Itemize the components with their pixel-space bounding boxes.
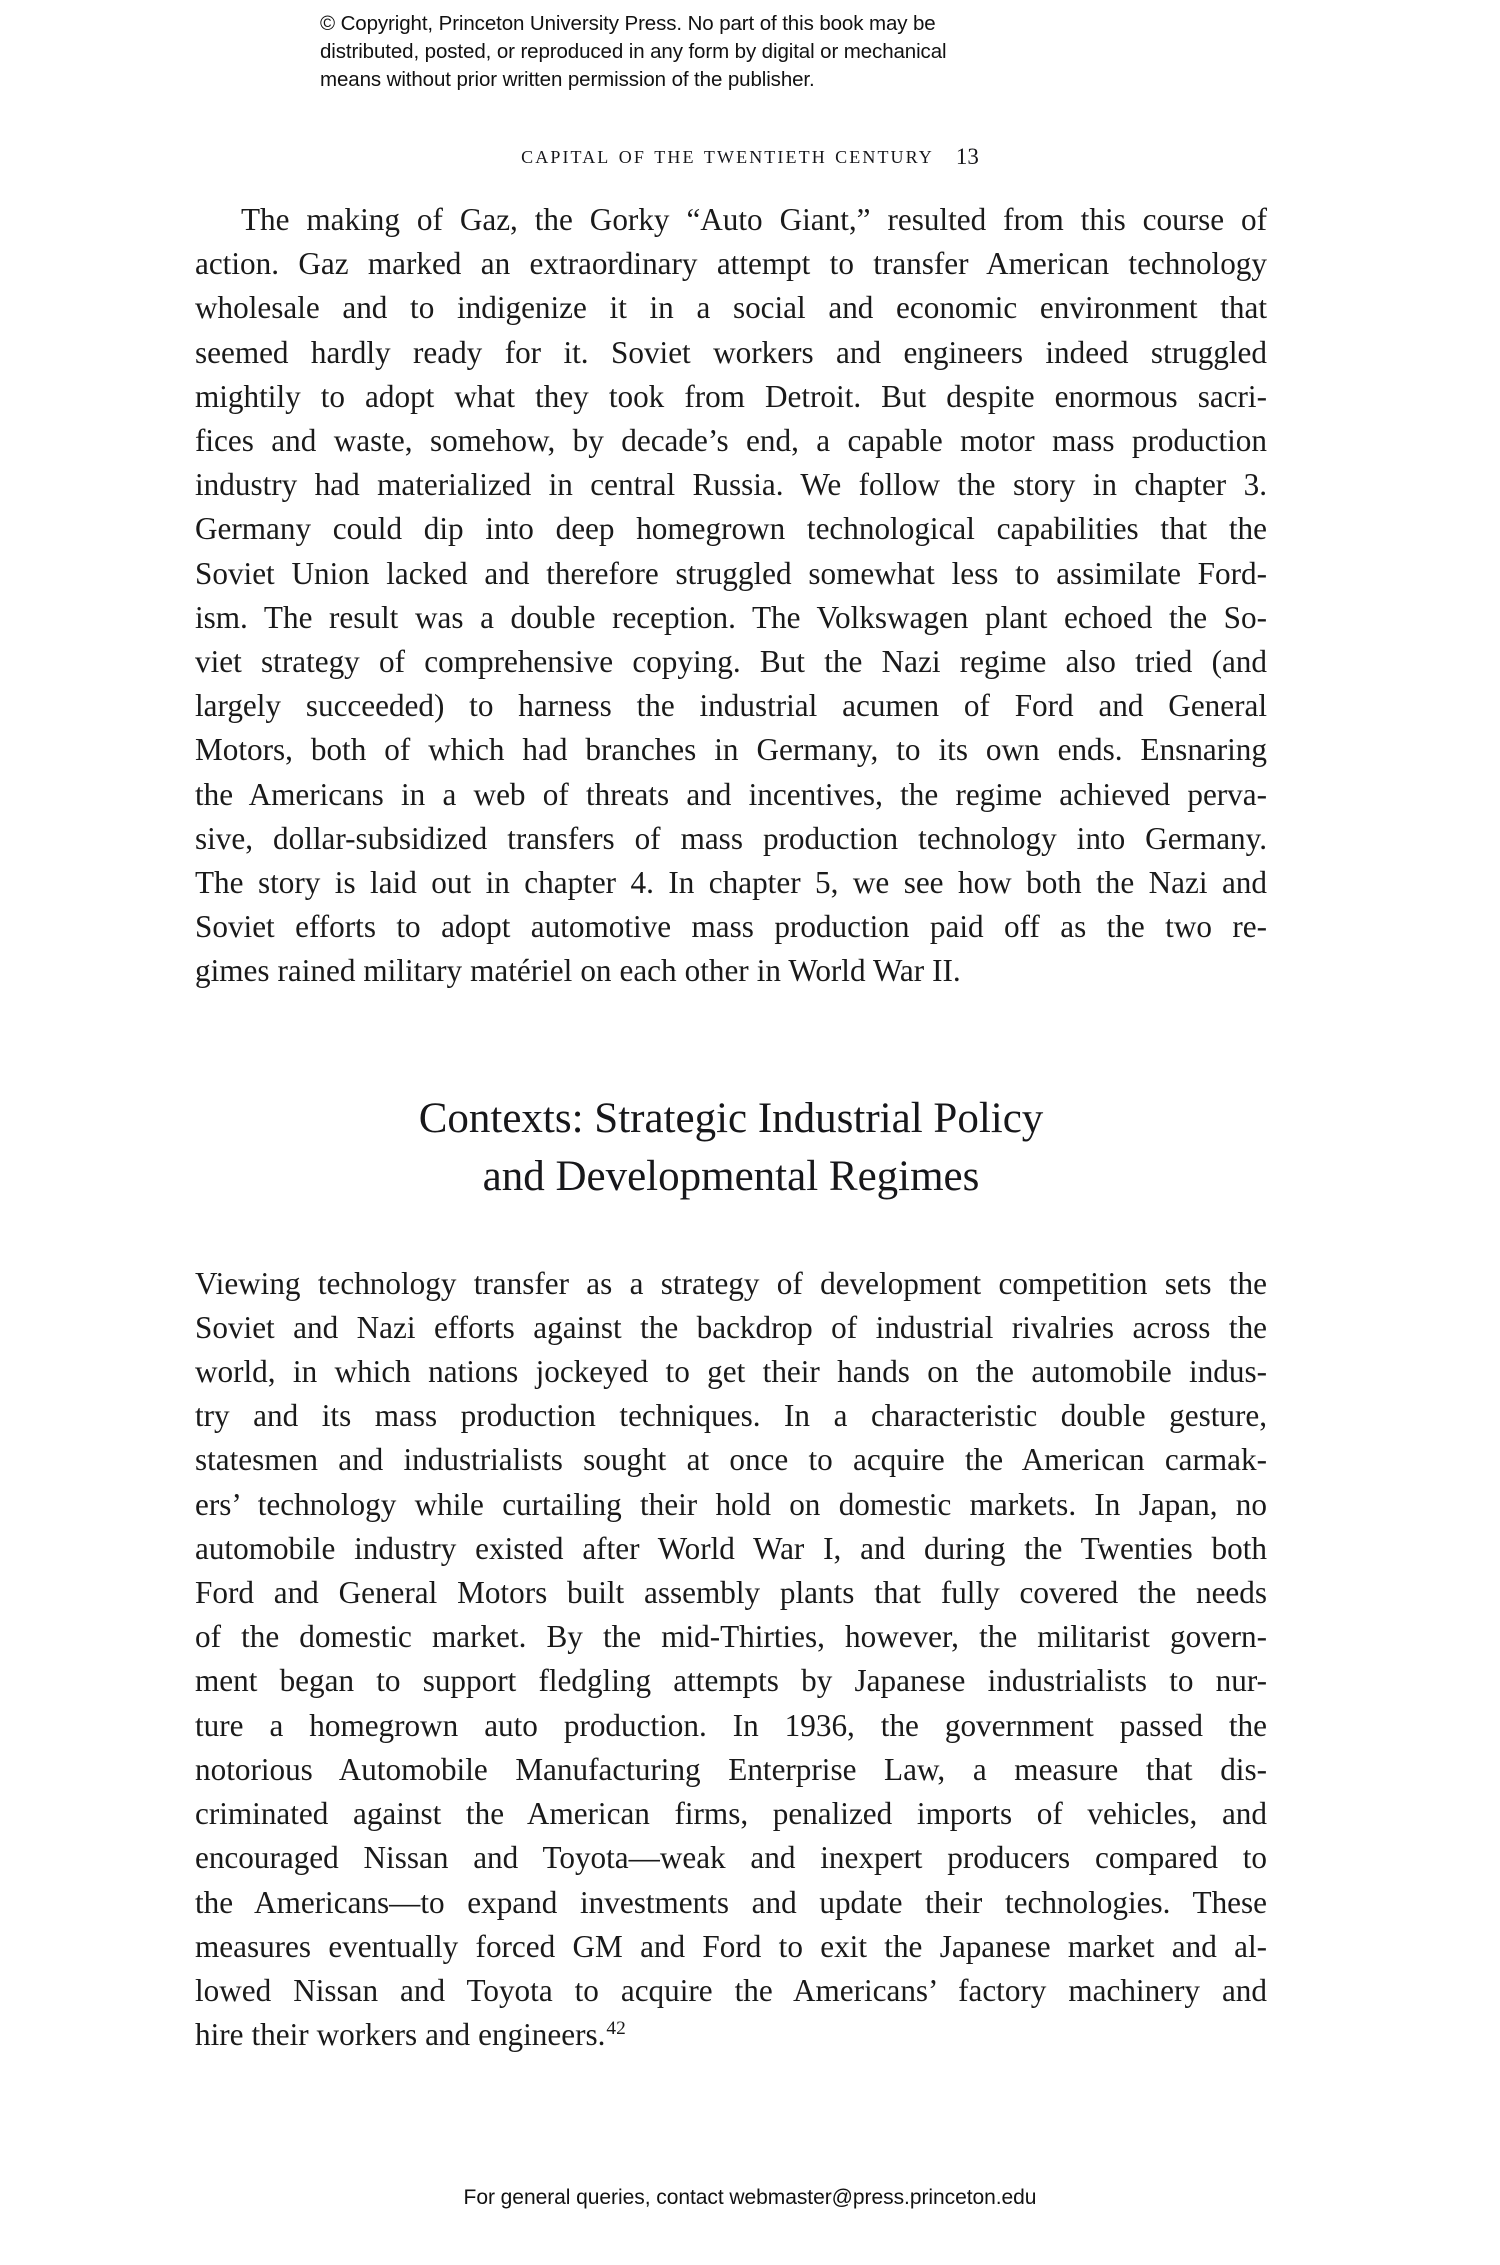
heading-spacer-bottom (195, 1206, 1267, 1262)
text-line: industry had materialized in central Russia. We follow the story in chapter 3. (195, 467, 1267, 503)
text-line: Motors, both of which had branches in Germany, to its own ends. Ensnaring (195, 732, 1267, 768)
text-line (195, 2013, 1267, 2057)
text-line: Soviet and Nazi efforts against the backdrop of industrial rivalries across the (195, 1309, 1267, 1345)
text-line: seemed hardly ready for it. Soviet workers and engineers indeed struggled (195, 334, 1267, 370)
text-line: try and its mass production techniques. In a characteristic double gesture, (195, 1398, 1267, 1434)
page-footer (0, 2186, 1500, 2210)
text-line: ment began to support fledgling attempts by Japanese industrialists to nur- (195, 1663, 1267, 1699)
footnote-marker: 42 (606, 2017, 626, 2039)
text-line: ture a homegrown auto production. In 1936, the government passed the (195, 1707, 1267, 1743)
text-line: world, in which nations jockeyed to get their hands on the automobile indus- (195, 1354, 1267, 1390)
text-line: the Americans—to expand investments and update their technologies. These (195, 1884, 1267, 1920)
text-line: gimes rained military matériel on each other in World War II. (195, 953, 961, 989)
text-line: statesmen and industrialists sought at once to acquire the American carmak- (195, 1442, 1267, 1478)
text-line: ers’ technology while curtailing their hold on domestic markets. In Japan, no (195, 1486, 1267, 1522)
text-line: of the domestic market. By the mid-Thirties, however, the militarist govern- (195, 1619, 1267, 1655)
text-line-content: hire their workers and engineers. (195, 2017, 606, 2053)
text-line: fices and waste, somehow, by decade’s end, a capable motor mass production (195, 423, 1267, 459)
text-line: encouraged Nissan and Toyota—weak and inexpert producers compared to (195, 1840, 1267, 1876)
text-line: The story is laid out in chapter 4. In chapter 5, we see how both the Nazi and (195, 865, 1267, 901)
text-line: action. Gaz marked an extraordinary attempt to transfer American technology (195, 246, 1267, 282)
copyright-line-3: means without prior written permission of the publisher. (320, 68, 815, 91)
text-line: sive, dollar-subsidized transfers of mass production technology into Germany. (195, 820, 1267, 856)
paragraph-one (195, 198, 1267, 994)
section-heading (195, 1090, 1267, 1206)
text-line: mightily to adopt what they took from Detroit. But despite enormous sacri- (195, 378, 1267, 414)
text-line: Soviet efforts to adopt automotive mass production paid off as the two re- (195, 909, 1267, 945)
text-line: notorious Automobile Manufacturing Enterprise Law, a measure that dis- (195, 1751, 1267, 1787)
running-head (0, 142, 1500, 170)
text-line (195, 198, 1267, 242)
text-line: ism. The result was a double reception. The Volkswagen plant echoed the So- (195, 599, 1267, 635)
text-column (195, 198, 1267, 2057)
text-line: the Americans in a web of threats and incentives, the regime achieved perva- (195, 776, 1267, 812)
copyright-line-1: © Copyright, Princeton University Press. No part of this book may be (320, 12, 936, 35)
text-line: Germany could dip into deep homegrown technological capabilities that the (195, 511, 1267, 547)
copyright-notice (320, 10, 1180, 94)
running-head-title: capital of the twentieth century (521, 142, 934, 169)
section-heading-line-2: and Developmental Regimes (482, 1152, 980, 1200)
page-footer-text: For general queries, contact webmaster@press.princeton.edu (463, 2186, 1037, 2209)
text-line: lowed Nissan and Toyota to acquire the Americans’ factory machinery and (195, 1972, 1267, 2008)
section-heading-line-1: Contexts: Strategic Industrial Policy (418, 1094, 1044, 1142)
text-line: criminated against the American firms, penalized imports of vehicles, and (195, 1796, 1267, 1832)
text-line: Viewing technology transfer as a strategy of development competition sets the (195, 1265, 1267, 1301)
page-number: 13 (955, 144, 979, 169)
text-line: wholesale and to indigenize it in a social and economic environment that (195, 290, 1267, 326)
text-line: largely succeeded) to harness the industrial acumen of Ford and General (195, 688, 1267, 724)
text-line-content: The making of Gaz, the Gorky “Auto Giant,” resulted from this course of (241, 202, 1267, 237)
text-line: measures eventually forced GM and Ford to exit the Japanese market and al- (195, 1928, 1267, 1964)
paragraph-two (195, 1262, 1267, 2058)
text-line: Soviet Union lacked and therefore struggled somewhat less to assimilate Ford- (195, 555, 1267, 591)
heading-spacer-top (195, 994, 1267, 1090)
text-line: automobile industry existed after World War I, and during the Twenties both (195, 1530, 1267, 1566)
text-line: Ford and General Motors built assembly plants that fully covered the needs (195, 1575, 1267, 1611)
copyright-line-2: distributed, posted, or reproduced in any form by digital or mechanical (320, 40, 947, 63)
text-line: viet strategy of comprehensive copying. But the Nazi regime also tried (and (195, 644, 1267, 680)
